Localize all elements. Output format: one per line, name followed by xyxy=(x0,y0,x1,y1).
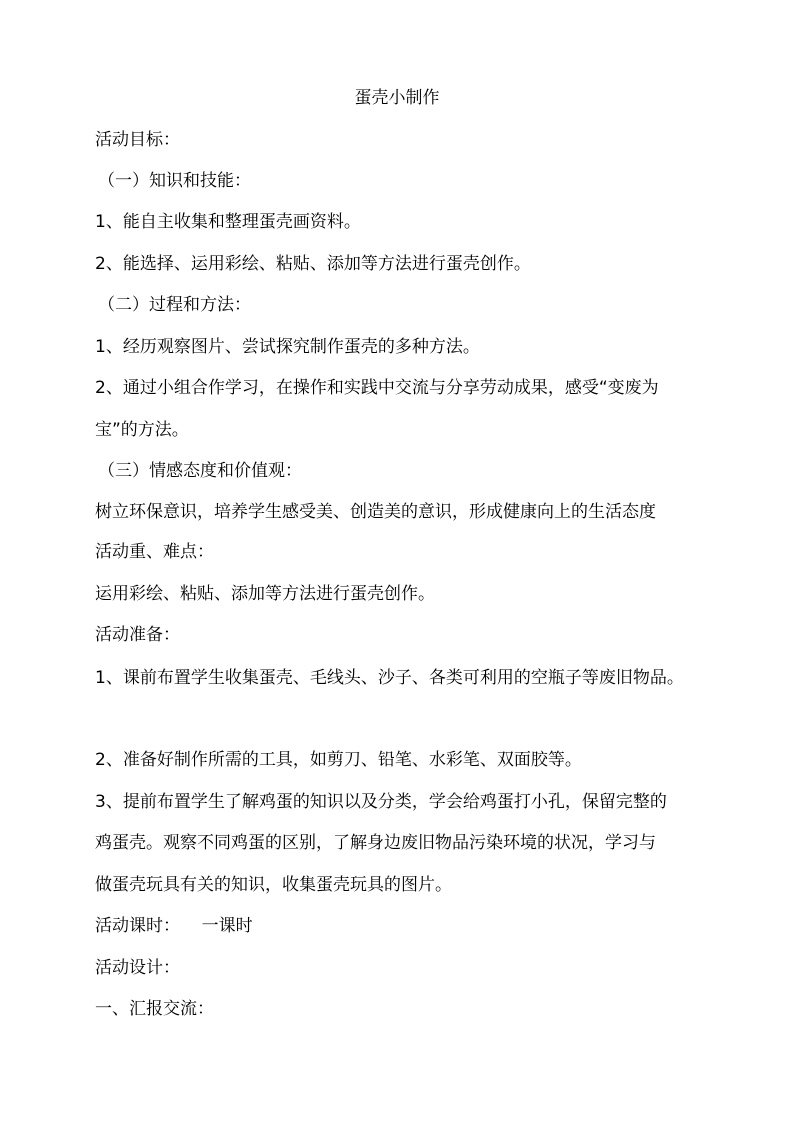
subheading-emotion-values: （三）情感态度和价值观： xyxy=(98,461,302,481)
paragraph-line: 鸡蛋壳。观察不同鸡蛋的区别，了解身边废旧物品污染环境的状况，学习与 xyxy=(95,833,656,853)
paragraph-line: 2、准备好制作所需的工具，如剪刀、铅笔、水彩笔、双面胶等。 xyxy=(95,750,582,770)
paragraph-line: 宝”的方法。 xyxy=(95,420,189,440)
paragraph-line: 做蛋壳玩具有关的知识，收集蛋壳玩具的图片。 xyxy=(95,875,452,895)
section-heading-design: 活动设计： xyxy=(95,958,180,978)
paragraph-line: 运用彩绘、粘贴、添加等方法进行蛋壳创作。 xyxy=(95,584,435,604)
subheading-knowledge-skills: （一）知识和技能： xyxy=(98,171,251,191)
document-title: 蛋壳小制作 xyxy=(354,88,440,108)
paragraph-line: 1、课前布置学生收集蛋壳、毛线头、沙子、各类可利用的空瓶子等废旧物品。 xyxy=(95,668,684,688)
paragraph-line: 2、通过小组合作学习，在操作和实践中交流与分享劳动成果，感受“变废为 xyxy=(95,378,659,398)
paragraph-line: 树立环保意识，培养学生感受美、创造美的意识，形成健康向上的生活态度 xyxy=(95,502,656,522)
paragraph-line: 1、经历观察图片、尝试探究制作蛋壳的多种方法。 xyxy=(95,337,480,357)
section-heading-objectives: 活动目标： xyxy=(95,130,180,150)
section-heading-class-hours: 活动课时： 一课时 xyxy=(95,916,253,936)
subheading-process-method: （二）过程和方法： xyxy=(98,295,251,315)
paragraph-line: 1、能自主收集和整理蛋壳画资料。 xyxy=(95,212,361,232)
paragraph-line: 3、提前布置学生了解鸡蛋的知识以及分类，学会给鸡蛋打小孔，保留完整的 xyxy=(95,792,667,812)
paragraph-line: 2、能选择、运用彩绘、粘贴、添加等方法进行蛋壳创作。 xyxy=(95,254,531,274)
section-heading-report: 一、汇报交流： xyxy=(95,999,214,1019)
section-heading-key-points: 活动重、难点： xyxy=(95,542,214,562)
section-heading-preparation: 活动准备： xyxy=(95,625,180,645)
